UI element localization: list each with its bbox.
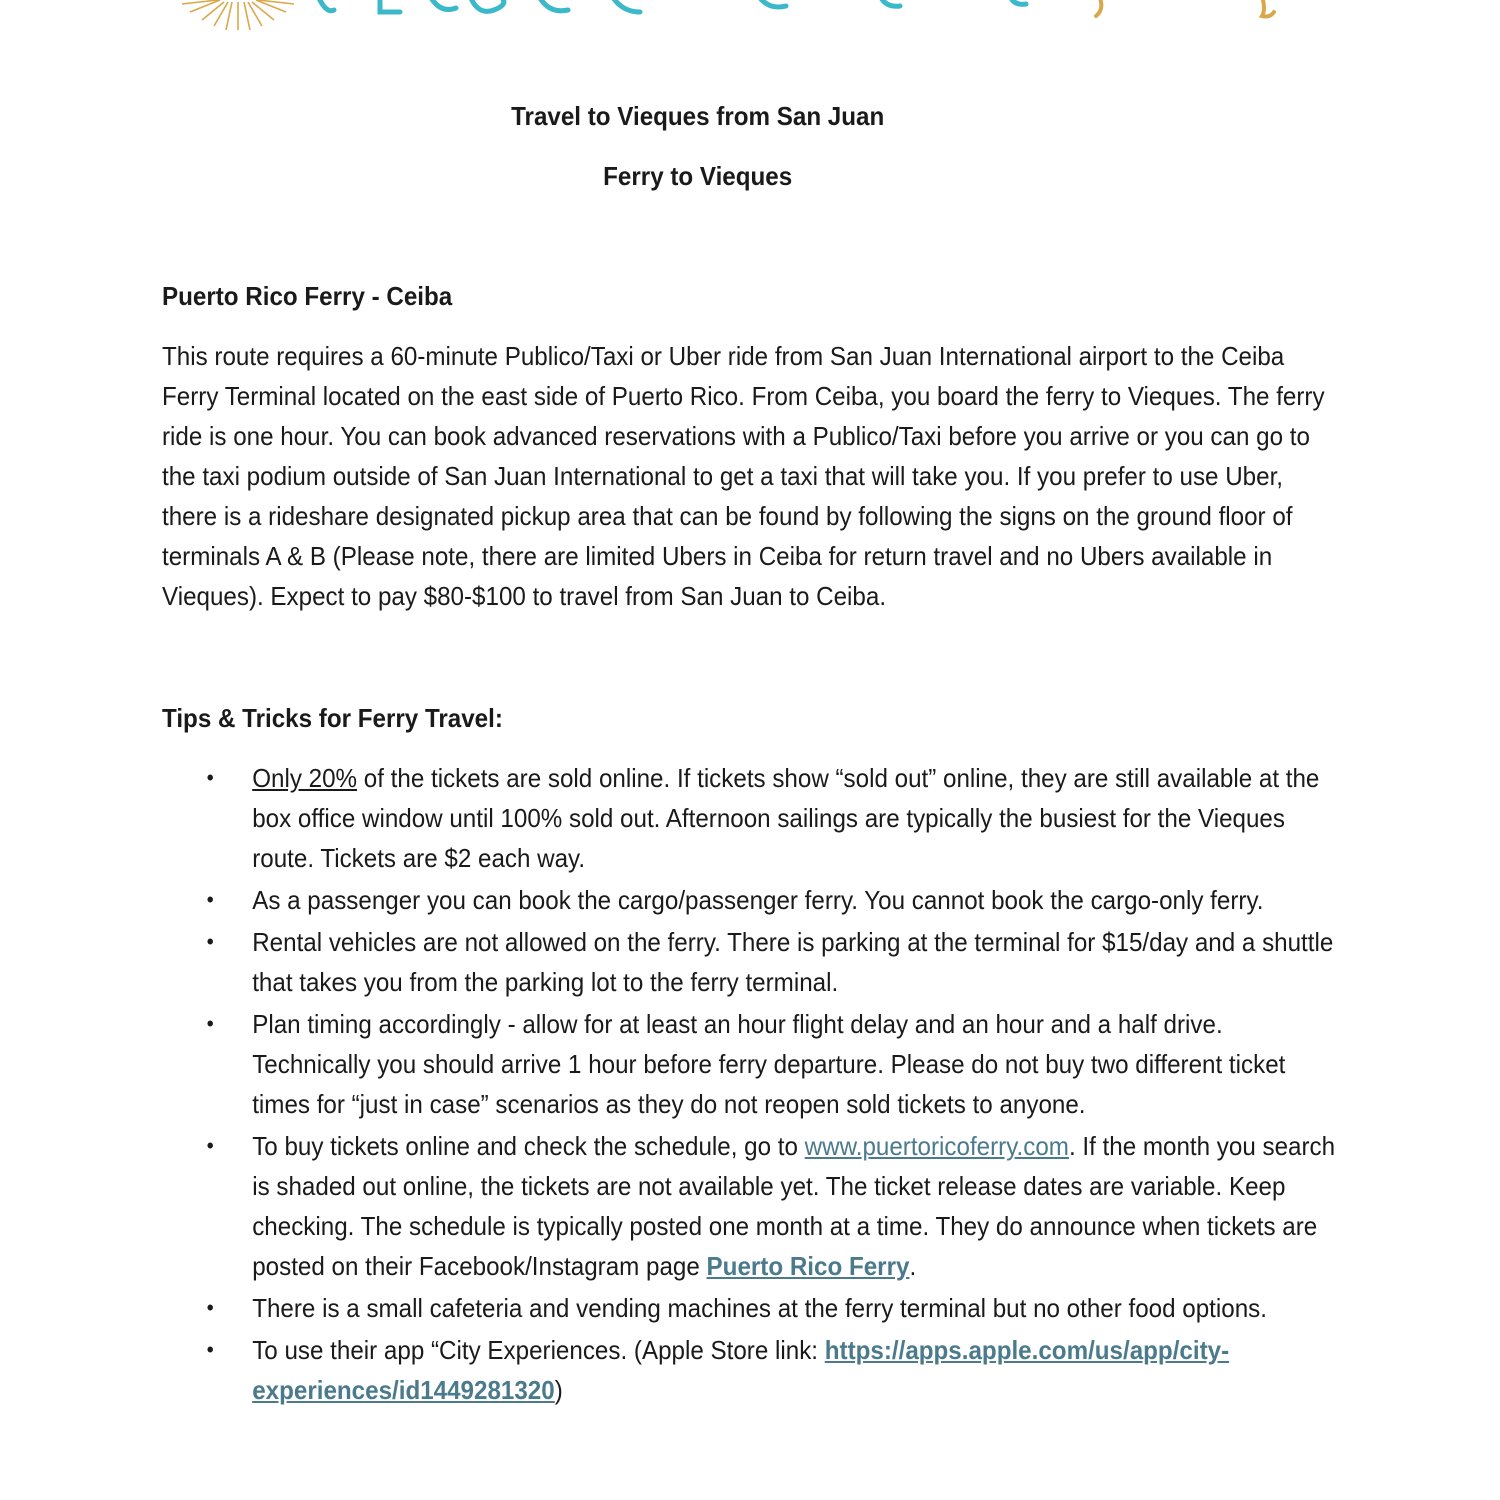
bullet-icon: • (206, 887, 214, 912)
tip-text: . (909, 1251, 917, 1281)
list-item (162, 1288, 1342, 1328)
bullet-icon: • (206, 1011, 214, 1036)
bullet-icon: • (206, 1337, 214, 1362)
list-item (162, 1330, 1342, 1410)
tip-text: ) (554, 1375, 563, 1405)
tip-text: As a passenger you can book the cargo/passenger ferry. You cannot book the cargo-only ferry. (252, 885, 1264, 915)
header-logo (0, 0, 1500, 30)
list-item (162, 880, 1342, 920)
tip-highlight: Only 20% (252, 763, 358, 793)
tip-text: Plan timing accordingly - allow for at least an hour flight delay and an hour and a half drive. Technically you should arrive 1 hour before ferry departure. Please do not buy two different ticket times for “just in case” scenarios as they do not reopen sold tickets to anyone. (252, 1009, 1286, 1119)
page-subtitle: Ferry to Vieques (603, 161, 793, 191)
ferry-social-link[interactable]: Puerto Rico Ferry (706, 1251, 910, 1281)
bullet-icon: • (206, 765, 214, 790)
tip-text: There is a small cafeteria and vending machines at the ferry terminal but no other food options. (252, 1293, 1267, 1323)
section-heading-ceiba: Puerto Rico Ferry - Ceiba (162, 281, 453, 311)
tip-text: To use their app “City Experiences. (Apple Store link: (252, 1335, 825, 1365)
logo-lettering-mark (318, 0, 1026, 12)
bullet-icon: • (206, 1295, 214, 1320)
app-store-link[interactable]: https://apps.apple.com/us/app/city-experiences/id1449281320 (252, 1335, 1230, 1405)
list-item (162, 1004, 1342, 1124)
tips-list (162, 758, 1342, 1412)
tip-text: Rental vehicles are not allowed on the ferry. There is parking at the terminal for $15/day and a shuttle that takes you from the parking lot to the ferry terminal. (252, 927, 1334, 997)
tip-text: of the tickets are sold online. If tickets show “sold out” online, they are still available at the box office window until 100% sold out. Afternoon sailings are typically the busiest for the Vieques route. Tickets are $2 each way. (252, 763, 1320, 873)
ferry-website-link[interactable]: www.puertoricoferry.com (804, 1131, 1069, 1161)
page-title: Travel to Vieques from San Juan (511, 101, 885, 131)
tip-text: To buy tickets online and check the schedule, go to (252, 1131, 805, 1161)
bullet-icon: • (206, 1133, 214, 1158)
list-item (162, 1126, 1342, 1286)
bullet-icon: • (206, 929, 214, 954)
tip-text: . If the month you search is shaded out online, the tickets are not available yet. The ticket release dates are variable. Keep checking. The schedule is typically posted one month at a time. They do announce when tickets are posted on their Facebook/Instagram page (252, 1131, 1336, 1281)
sunburst-icon (182, 0, 294, 30)
list-item (162, 758, 1342, 878)
ceiba-paragraph: This route requires a 60-minute Publico/Taxi or Uber ride from San Juan International airport to the Ceiba Ferry Terminal located on the east side of Puerto Rico. From Ceiba, you board the ferry to Vieques. The ferry ride is one hour. You can book advanced reservations with a Publico/Taxi before you arrive or you can go to the taxi podium outside of San Juan International to get a taxi that will take you. If you prefer to use Uber, there is a rideshare designated pickup area that can be found by following the signs on the ground floor of terminals A & B (Please note, there are limited Ubers in Ceiba for return travel and no Ubers available in Vieques). Expect to pay $80-$100 to travel from San Juan to Ceiba. (162, 341, 1325, 611)
list-item (162, 922, 1342, 1002)
section-heading-tips: Tips & Tricks for Ferry Travel: (162, 703, 503, 733)
